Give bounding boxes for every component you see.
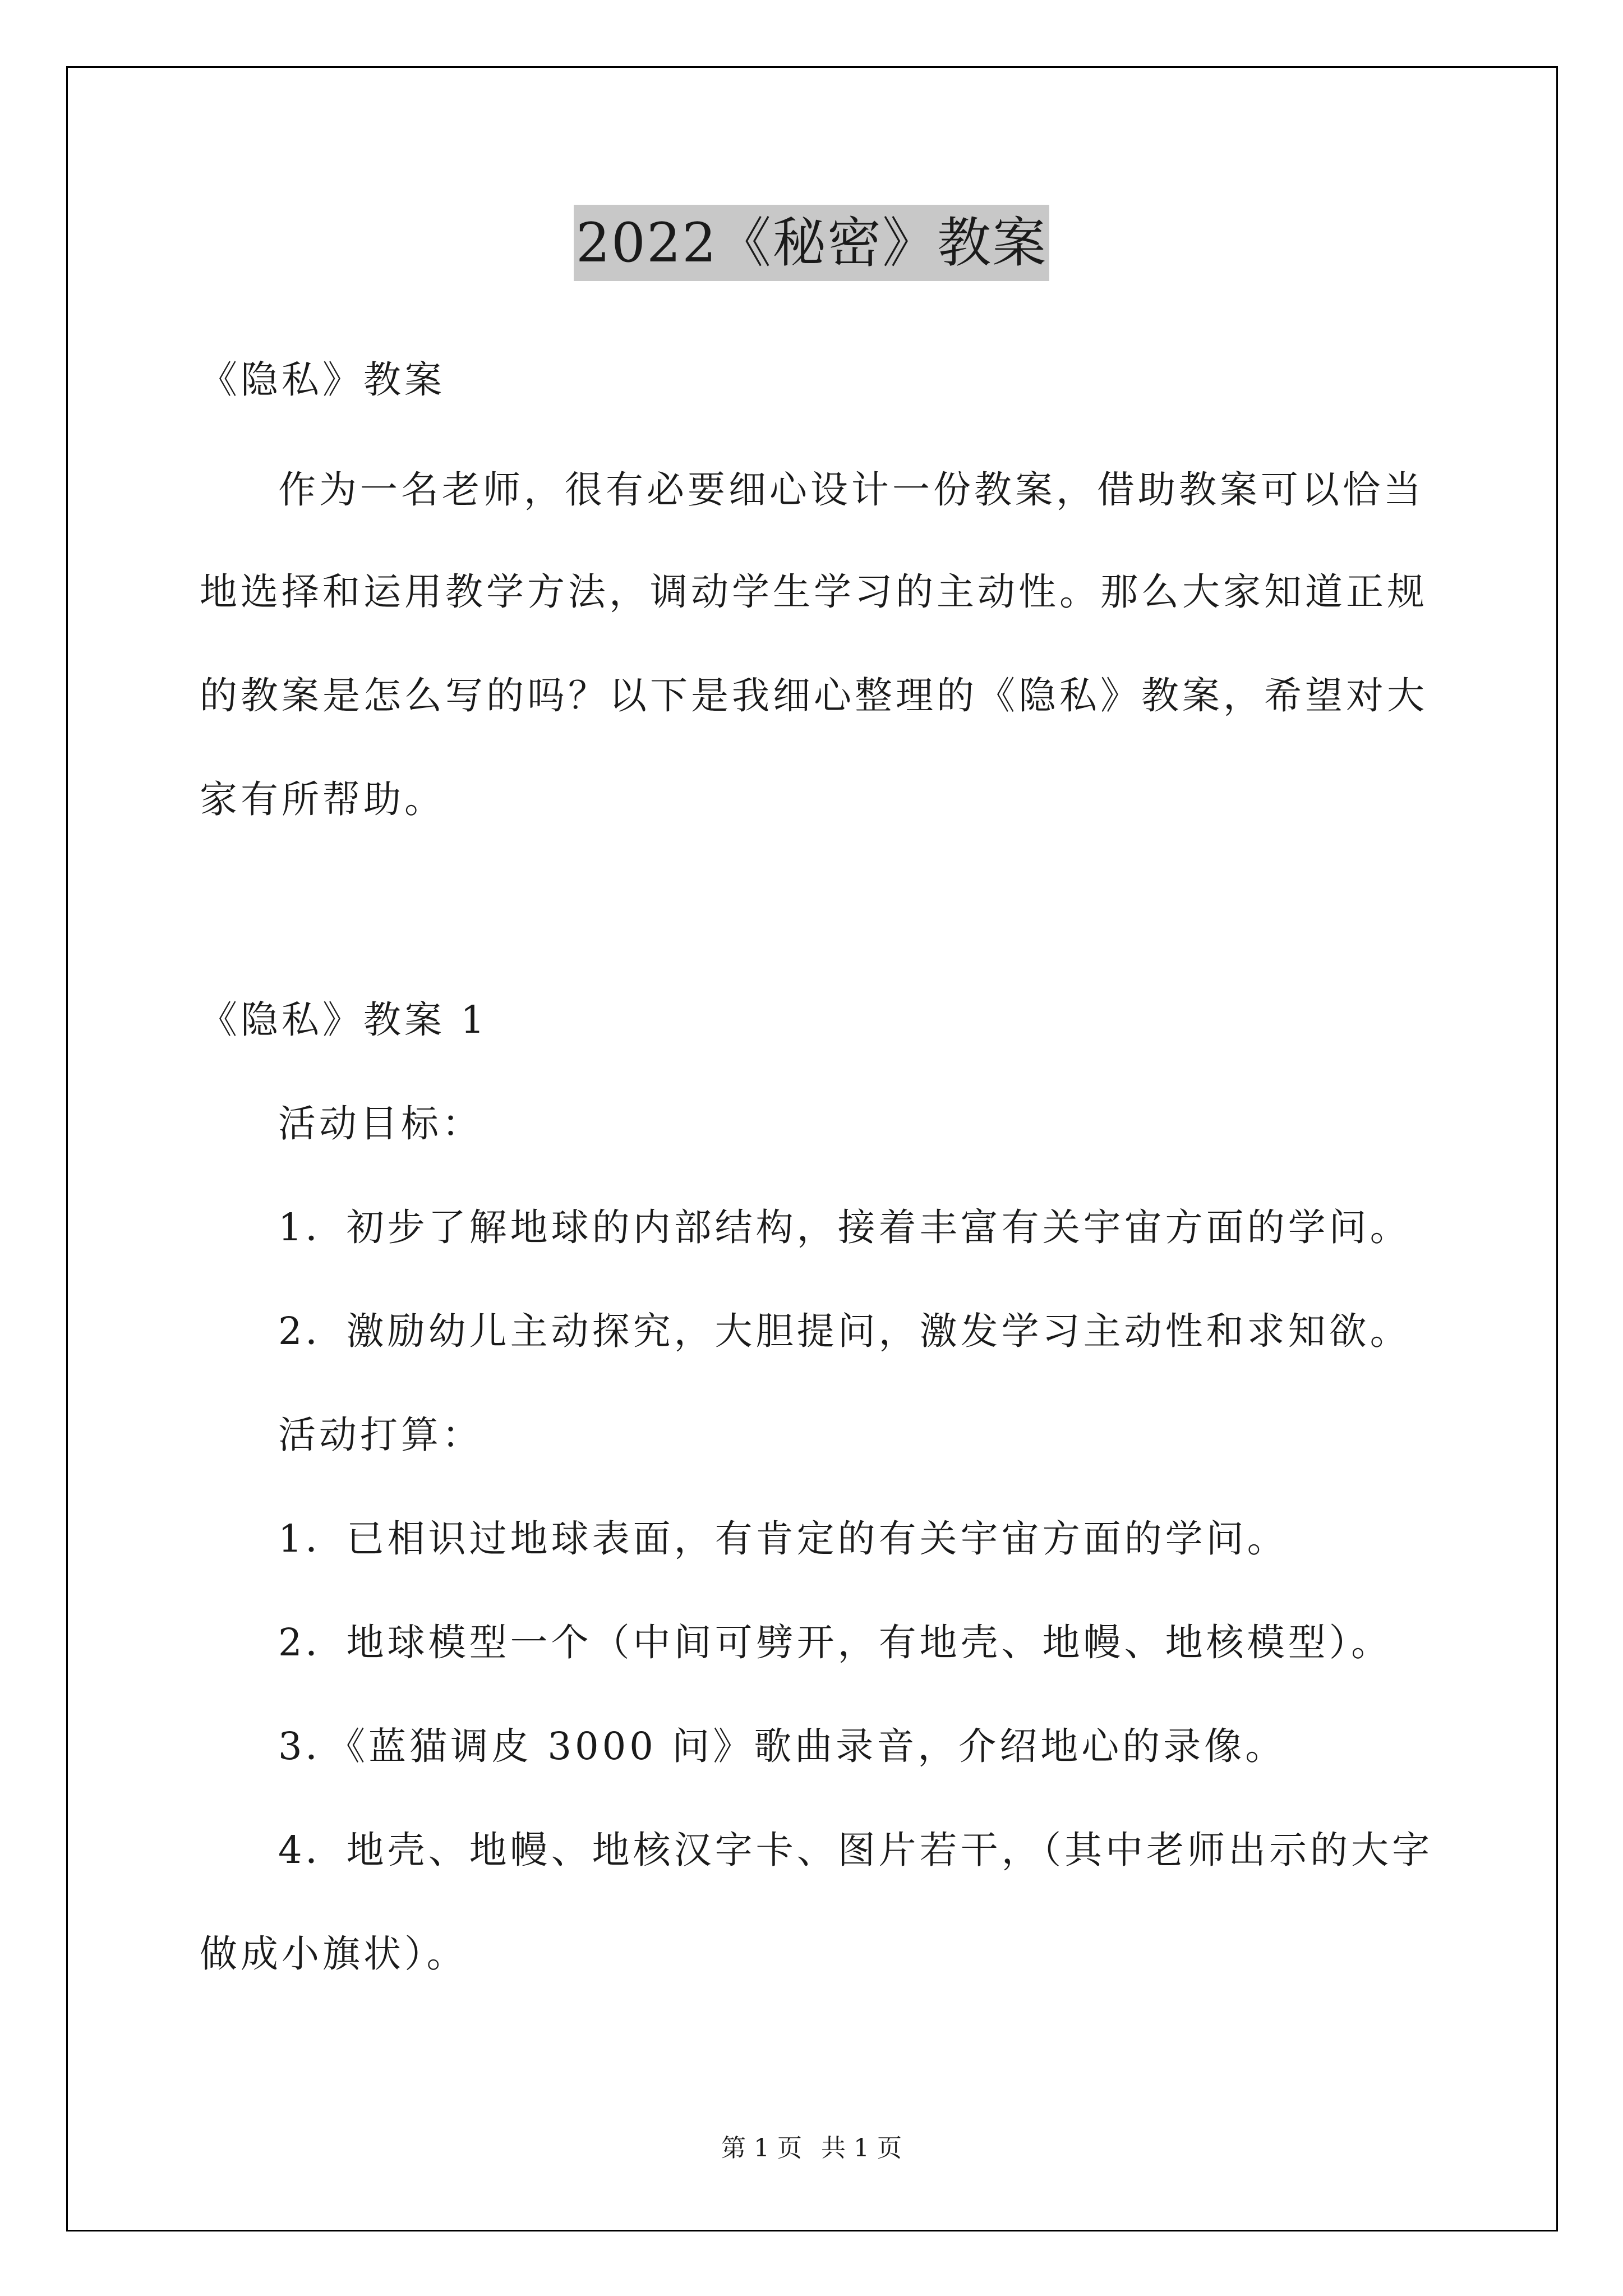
prep-item: 3．《蓝猫调皮 3000 问》歌曲录音，介绍地心的录像。 [278,1724,1287,1768]
intro-line: 作为一名老师，很有必要细心设计一份教案，借助教案可以恰当 [278,468,1424,512]
goal-item: 1．初步了解地球的内部结构，接着丰富有关宇宙方面的学问。 [278,1205,1411,1249]
section-heading: 《隐私》教案 1 [200,998,488,1042]
prep-heading: 活动打算： [278,1413,483,1457]
prep-item: 做成小旗状）。 [200,1932,468,1976]
page-number: 第 1 页 [721,2134,802,2162]
intro-line: 的教案是怎么写的吗？以下是我细心整理的《隐私》教案，希望对大 [200,674,1428,717]
title-wrap [0,205,1623,281]
document-title: 2022《秘密》教案 [574,205,1049,281]
page-total: 共 1 页 [821,2134,902,2162]
goal-heading: 活动目标： [278,1102,483,1145]
prep-item: 2．地球模型一个（中间可劈开，有地壳、地幔、地核模型）。 [278,1621,1393,1664]
intro-line: 家有所帮助。 [200,777,445,821]
intro-heading: 《隐私》教案 [200,358,445,402]
intro-line: 地选择和运用教学方法，调动学生学习的主动性。那么大家知道正规 [200,570,1428,614]
page-footer [0,2132,1623,2165]
prep-item: 1．已相识过地球表面，有肯定的有关宇宙方面的学问。 [278,1517,1288,1561]
goal-item: 2．激励幼儿主动探究，大胆提问，激发学习主动性和求知欲。 [278,1309,1411,1353]
prep-item: 4．地壳、地幔、地核汉字卡、图片若干，（其中老师出示的大字 [278,1828,1433,1872]
